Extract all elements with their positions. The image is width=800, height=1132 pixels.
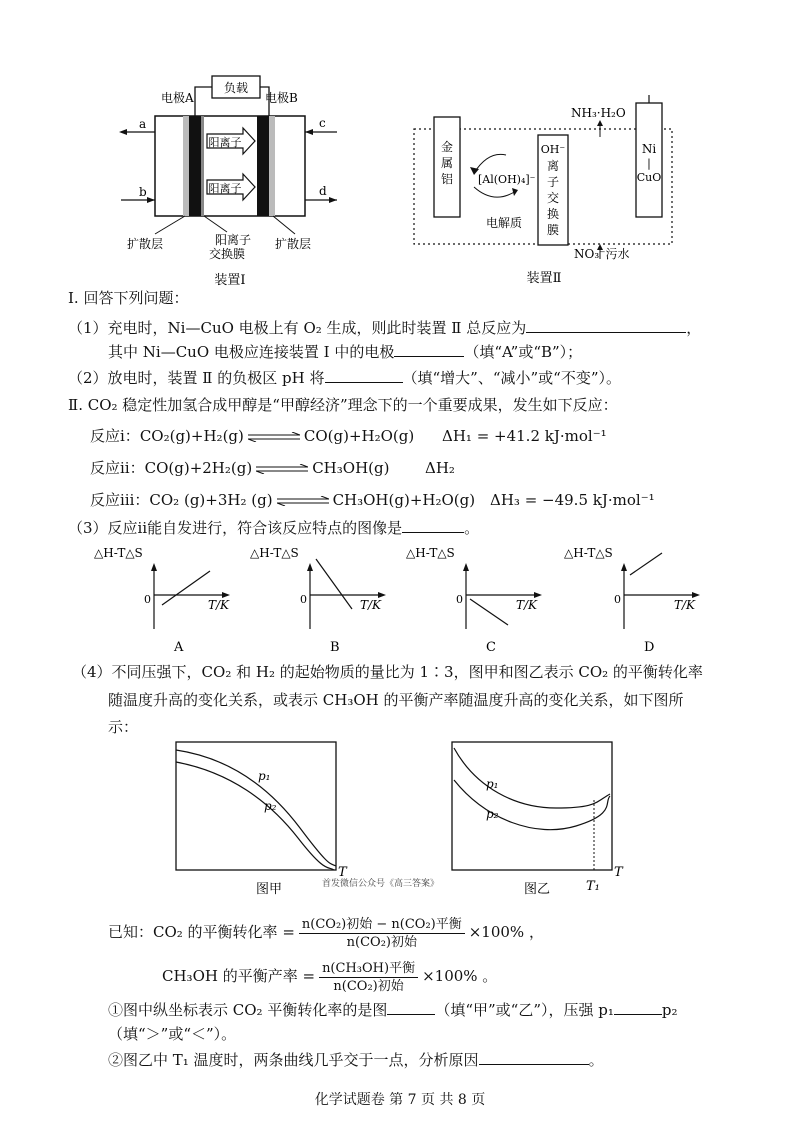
diffusion-layer-left	[183, 116, 189, 216]
reaction-3-enthalpy: ΔH₃ = −49.5 kJ·mol⁻¹	[490, 491, 655, 509]
reaction-1-right: CO(g)+H₂O(g)	[303, 427, 415, 445]
graph-a-ylabel: △H-T△S	[94, 546, 143, 560]
membrane-char-1: OH⁻	[540, 143, 566, 156]
graph-b-label: B	[330, 640, 340, 655]
conversion-formula	[108, 912, 544, 956]
pointer-diffusion-left	[155, 216, 185, 234]
cation-arrow-1-label: 阳离子	[208, 136, 242, 149]
q4-intro-line-1: （4）不同压强下，CO₂ 和 H₂ 的起始物质的量比为 1∶3，图甲和图乙表示 CO₂ 的平衡转化率	[72, 663, 703, 681]
wire-left	[195, 87, 212, 116]
equilibrium-arrow-3	[277, 496, 329, 506]
nh3-arrowhead	[597, 120, 603, 126]
electrode-a-label: 电极A	[161, 91, 194, 105]
reaction-2-enthalpy: ΔH₂	[425, 459, 455, 477]
graph-c-label: C	[486, 640, 496, 655]
q1-answer-blank[interactable]	[526, 318, 686, 333]
reaction-3-right: CH₃OH(g)+H₂O(g)	[332, 491, 476, 509]
graph-jia-p1-label: p₁	[258, 769, 271, 783]
diffusion-left-label: 扩散层	[127, 237, 164, 251]
cycle-arrow-top	[474, 154, 506, 173]
graph-yi-p2-label: p₂	[486, 807, 499, 821]
yield-label: CH₃OH 的平衡产率 =	[162, 967, 316, 985]
question-2	[68, 368, 621, 388]
yield-denominator: n(CO₂)初始	[333, 978, 404, 994]
graph-jia	[170, 738, 355, 898]
cuo-label: CuO	[636, 171, 662, 184]
graph-d-line	[630, 553, 662, 575]
cell-body	[155, 116, 305, 216]
graph-d-ylabel: △H-T△S	[564, 546, 613, 560]
sub1-text: ①图中纵坐标表示 CO₂ 平衡转化率的是图	[108, 1001, 388, 1019]
reaction-2-right: CH₃OH(g)	[312, 459, 390, 477]
membrane-label-1: 阳离子	[215, 233, 252, 247]
graph-a-yaxis-head	[151, 563, 157, 571]
option-graph-a[interactable]	[92, 545, 242, 655]
electrolyte-label: 电解质	[486, 216, 523, 230]
graph-yi-caption: 图乙	[524, 882, 551, 897]
membrane-char-5: 换	[546, 207, 560, 221]
complex-ion-label: [Al(OH)₄]⁻	[478, 173, 536, 186]
membrane-char-3: 子	[546, 175, 560, 189]
membrane-char-4: 交	[546, 191, 560, 205]
sub-question-2	[108, 1050, 604, 1070]
diffusion-right-label: 扩散层	[275, 237, 312, 251]
sub1-pressure-blank[interactable]	[614, 1000, 662, 1015]
section-2-heading: Ⅱ. CO₂ 稳定性加氢合成甲醇是“甲醇经济”理念下的一个重要成果，发生如下反应：	[68, 396, 618, 414]
cycle-arrow-bottom-head	[512, 188, 518, 196]
graph-jia-t-label: T	[338, 865, 347, 880]
option-graph-b[interactable]	[248, 545, 398, 655]
device-2-caption: 装置Ⅱ	[526, 271, 562, 286]
port-c-arrow	[305, 129, 313, 135]
q2-text: （2）放电时，装置 Ⅱ 的负极区 pH 将	[68, 369, 325, 387]
graph-b-ylabel: △H-T△S	[250, 546, 299, 560]
reaction-2	[90, 458, 389, 478]
graph-yi-t-label: T	[614, 865, 623, 880]
pointer-diffusion-right	[273, 216, 295, 234]
question-3	[68, 518, 479, 538]
graph-jia-frame	[176, 742, 336, 870]
al-char-1: 金	[440, 140, 454, 154]
port-b-arrow	[147, 197, 155, 203]
graph-a-label: A	[174, 640, 184, 655]
port-d-label: d	[319, 184, 327, 198]
ni-label: Ni	[641, 142, 657, 156]
section-1-heading: Ⅰ. 回答下列问题：	[68, 289, 189, 307]
option-graph-c[interactable]	[404, 545, 554, 655]
sub-question-1	[108, 1000, 678, 1020]
q1-electrode-blank[interactable]	[394, 342, 464, 357]
graph-c-origin: 0	[456, 593, 463, 606]
sub1-graph-blank[interactable]	[387, 1000, 435, 1015]
sub1-mid: （填“甲”或“乙”），压强 p₁	[435, 1001, 614, 1019]
sub2-reason-blank[interactable]	[479, 1050, 589, 1065]
graph-yi-p1-label: p₁	[486, 777, 499, 791]
q1-line2-text: 其中 Ni—CuO 电极应连接装置 Ⅰ 中的电极	[108, 343, 395, 361]
watermark: 首发微信公众号《高三答案》	[322, 879, 440, 889]
graph-d-label: D	[644, 640, 655, 655]
al-char-2: 属	[440, 156, 454, 170]
diffusion-layer-right	[269, 116, 275, 216]
nh3-label: NH₃·H₂O	[571, 106, 626, 120]
reaction-2-left: CO(g)+2H₂(g)	[144, 459, 253, 477]
device-2-diagram	[408, 95, 708, 290]
port-c-label: c	[319, 116, 326, 130]
conversion-tail: ×100% ，	[468, 923, 544, 941]
question-1-line-1	[68, 318, 701, 338]
graph-b-line	[316, 559, 352, 609]
port-d-arrow	[329, 197, 337, 203]
conversion-fraction	[299, 916, 465, 951]
reaction-1-left: CO₂(g)+H₂(g)	[139, 427, 244, 445]
graph-b-yaxis-head	[307, 563, 313, 571]
graph-yi-t1-label: T₁	[586, 879, 600, 894]
sub2-end: 。	[588, 1051, 604, 1069]
graph-a-origin: 0	[144, 593, 151, 606]
reaction-1	[90, 426, 414, 446]
cation-arrow-2-label: 阳离子	[208, 182, 242, 195]
membrane-shade-left	[201, 116, 204, 216]
option-graphs	[92, 545, 732, 655]
q3-end: 。	[464, 519, 480, 537]
reaction-2-label: 反应ⅱ：	[90, 459, 145, 477]
graph-c-xlabel: T/K	[516, 598, 538, 612]
q1-end: ，	[686, 319, 702, 337]
reaction-3-left: CO₂ (g)+3H₂ (g)	[149, 491, 273, 509]
question-1-line-2	[108, 342, 582, 362]
graph-d-origin: 0	[614, 593, 621, 606]
no3-label: NO₃⁻污水	[574, 247, 630, 261]
yield-fraction	[319, 960, 418, 995]
sub-question-1-line-2: （填“＞”或“＜”）。	[108, 1025, 237, 1043]
conversion-denominator: n(CO₂)初始	[346, 934, 417, 950]
graph-c-yaxis-head	[463, 563, 469, 571]
graph-a-line	[162, 571, 210, 605]
reaction-1-enthalpy: ΔH₁ = +41.2 kJ·mol⁻¹	[442, 427, 607, 445]
conversion-numerator: n(CO₂)初始 − n(CO₂)平衡	[299, 916, 465, 934]
reaction-3	[90, 490, 475, 510]
graph-d-xlabel: T/K	[674, 598, 696, 612]
q4-intro-line-3: 示：	[108, 718, 139, 736]
known-label: 已知：CO₂ 的平衡转化率 =	[108, 923, 295, 941]
q4-intro-line-2: 随温度升高的变化关系，或表示 CH₃OH 的平衡产率随温度升高的变化关系，如下图所	[108, 691, 684, 709]
port-a-label: a	[139, 117, 147, 131]
graph-b-origin: 0	[300, 593, 307, 606]
q3-text: （3）反应ⅱ能自发进行，符合该反应特点的图像是	[68, 519, 403, 537]
membrane-char-2: 离	[546, 159, 560, 173]
graph-yi	[446, 738, 636, 898]
graph-c-line	[470, 599, 508, 625]
q2-end: （填“增大”、“减小”或“不变”）。	[402, 369, 622, 387]
q1-text: （1）充电时，Ni—CuO 电极上有 O₂ 生成，则此时装置 Ⅱ 总反应为	[68, 319, 527, 337]
load-label: 负载	[223, 81, 249, 95]
sub1-end: p₂	[661, 1001, 678, 1019]
reaction-3-label: 反应ⅲ：	[90, 491, 150, 509]
membrane-char-6: 膜	[546, 223, 560, 237]
page-footer: 化学试题卷 第 7 页 共 8 页	[314, 1092, 486, 1108]
graph-jia-p2-label: p₂	[264, 799, 277, 813]
q1-line2-end: （填“A”或“B”）；	[464, 343, 583, 361]
al-char-3: 铝	[440, 172, 454, 186]
yield-formula	[162, 956, 497, 1000]
q2-answer-blank[interactable]	[325, 368, 403, 383]
graph-c-ylabel: △H-T△S	[406, 546, 455, 560]
electrode-b	[257, 116, 269, 216]
cycle-arrow-bottom	[474, 187, 516, 197]
port-b-label: b	[139, 185, 147, 199]
q3-answer-blank[interactable]	[402, 518, 464, 533]
electrode-a	[189, 116, 201, 216]
option-graph-d[interactable]	[562, 545, 722, 655]
graph-jia-caption: 图甲	[256, 882, 283, 897]
ni-divider: |	[647, 157, 651, 170]
equilibrium-arrow-1	[248, 432, 300, 442]
yield-tail: ×100% 。	[422, 967, 498, 985]
pointer-membrane	[204, 216, 227, 232]
electrode-b-label: 电极B	[265, 91, 298, 105]
equilibrium-arrow-2	[256, 464, 308, 474]
membrane-label-2: 交换膜	[209, 247, 246, 261]
reaction-1-label: 反应ⅰ：	[90, 427, 140, 445]
device-1-caption: 装置Ⅰ	[214, 273, 246, 288]
yield-numerator: n(CH₃OH)平衡	[319, 960, 418, 978]
graph-d-yaxis-head	[621, 563, 627, 571]
sub2-text: ②图乙中 T₁ 温度时，两条曲线几乎交于一点，分析原因	[108, 1051, 479, 1069]
graph-a-xlabel: T/K	[208, 598, 230, 612]
port-a-arrow	[119, 129, 127, 135]
device-1-diagram	[115, 72, 345, 290]
graph-b-xlabel: T/K	[360, 598, 382, 612]
